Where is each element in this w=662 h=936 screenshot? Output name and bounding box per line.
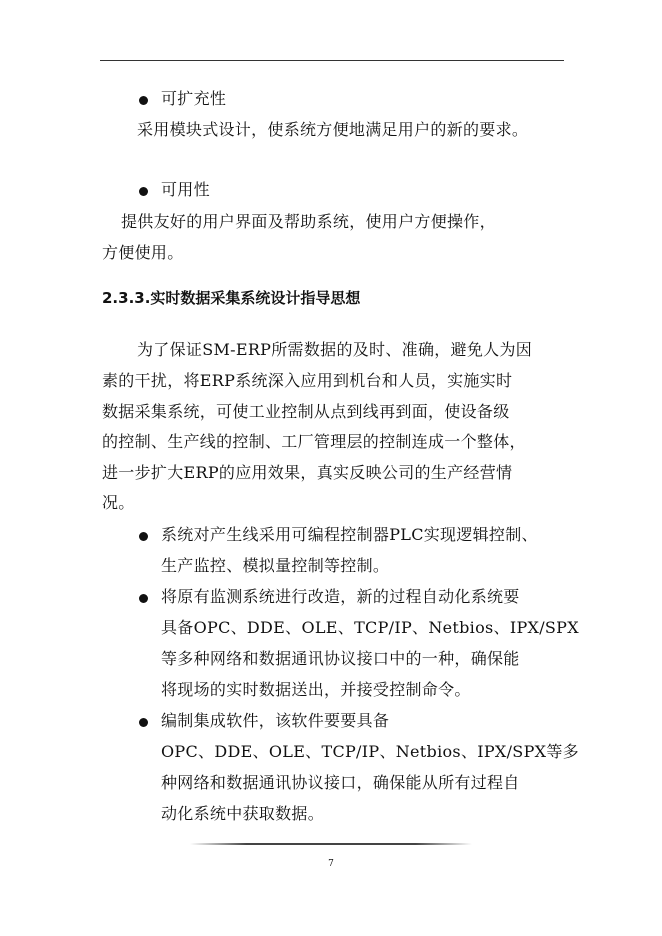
- feature-title-usability: 可用性: [161, 180, 210, 199]
- feature-desc-line: 方便使用。: [102, 243, 184, 262]
- paragraph-line: 进一步扩大ERP的应用效果，真实反映公司的生产经营情: [102, 463, 513, 482]
- bullet-line: 系统对产生线采用可编程控制器PLC实现逻辑控制、: [161, 525, 538, 544]
- page-number: 7: [328, 859, 334, 869]
- bullet-line: 动化系统中获取数据。: [161, 804, 325, 823]
- section-heading: 2.3.3.实时数据采集系统设计指导思想: [102, 289, 361, 307]
- paragraph-line: 为了保证SM-ERP所需数据的及时、准确，避免人为因: [137, 340, 533, 359]
- paragraph-line: 数据采集系统，可使工业控制从点到线再到面，使设备级: [102, 402, 510, 421]
- paragraph-line: 况。: [102, 493, 135, 512]
- bullet-line: 编制集成软件，该软件要要具备: [161, 711, 390, 730]
- header-rule: [100, 60, 564, 61]
- bullet-line: 种网络和数据通讯协议接口，确保能从所有过程自: [161, 773, 520, 792]
- feature-desc-line: 提供友好的用户界面及帮助系统，使用户方便操作，: [121, 212, 496, 231]
- paragraph-line: 的控制、生产线的控制、工厂管理层的控制连成一个整体，: [102, 432, 526, 451]
- bullet-line: 将现场的实时数据送出，并接受控制命令。: [161, 680, 471, 699]
- bullet-line: 具备OPC、DDE、OLE、TCP/IP、Netbios、IPX/SPX: [161, 618, 579, 637]
- bullet-dot-icon: [139, 594, 148, 603]
- bullet-line: 等多种网络和数据通讯协议接口中的一种，确保能: [161, 649, 520, 668]
- footer-rule: [190, 843, 472, 845]
- bullet-line: 生产监控、模拟量控制等控制。: [161, 556, 390, 575]
- bullet-dot-icon: [139, 187, 148, 196]
- feature-title-expandability: 可扩充性: [161, 89, 227, 108]
- bullet-dot-icon: [139, 718, 148, 727]
- bullet-dot-icon: [139, 96, 148, 105]
- feature-desc-expandability: 采用模块式设计，使系统方便地满足用户的新的要求。: [137, 120, 529, 139]
- bullet-line: OPC、DDE、OLE、TCP/IP、Netbios、IPX/SPX等多: [161, 742, 579, 761]
- bullet-dot-icon: [139, 532, 148, 541]
- paragraph-line: 素的干扰，将ERP系统深入应用到机台和人员，实施实时: [102, 371, 513, 390]
- bullet-line: 将原有监测系统进行改造，新的过程自动化系统要: [161, 587, 520, 606]
